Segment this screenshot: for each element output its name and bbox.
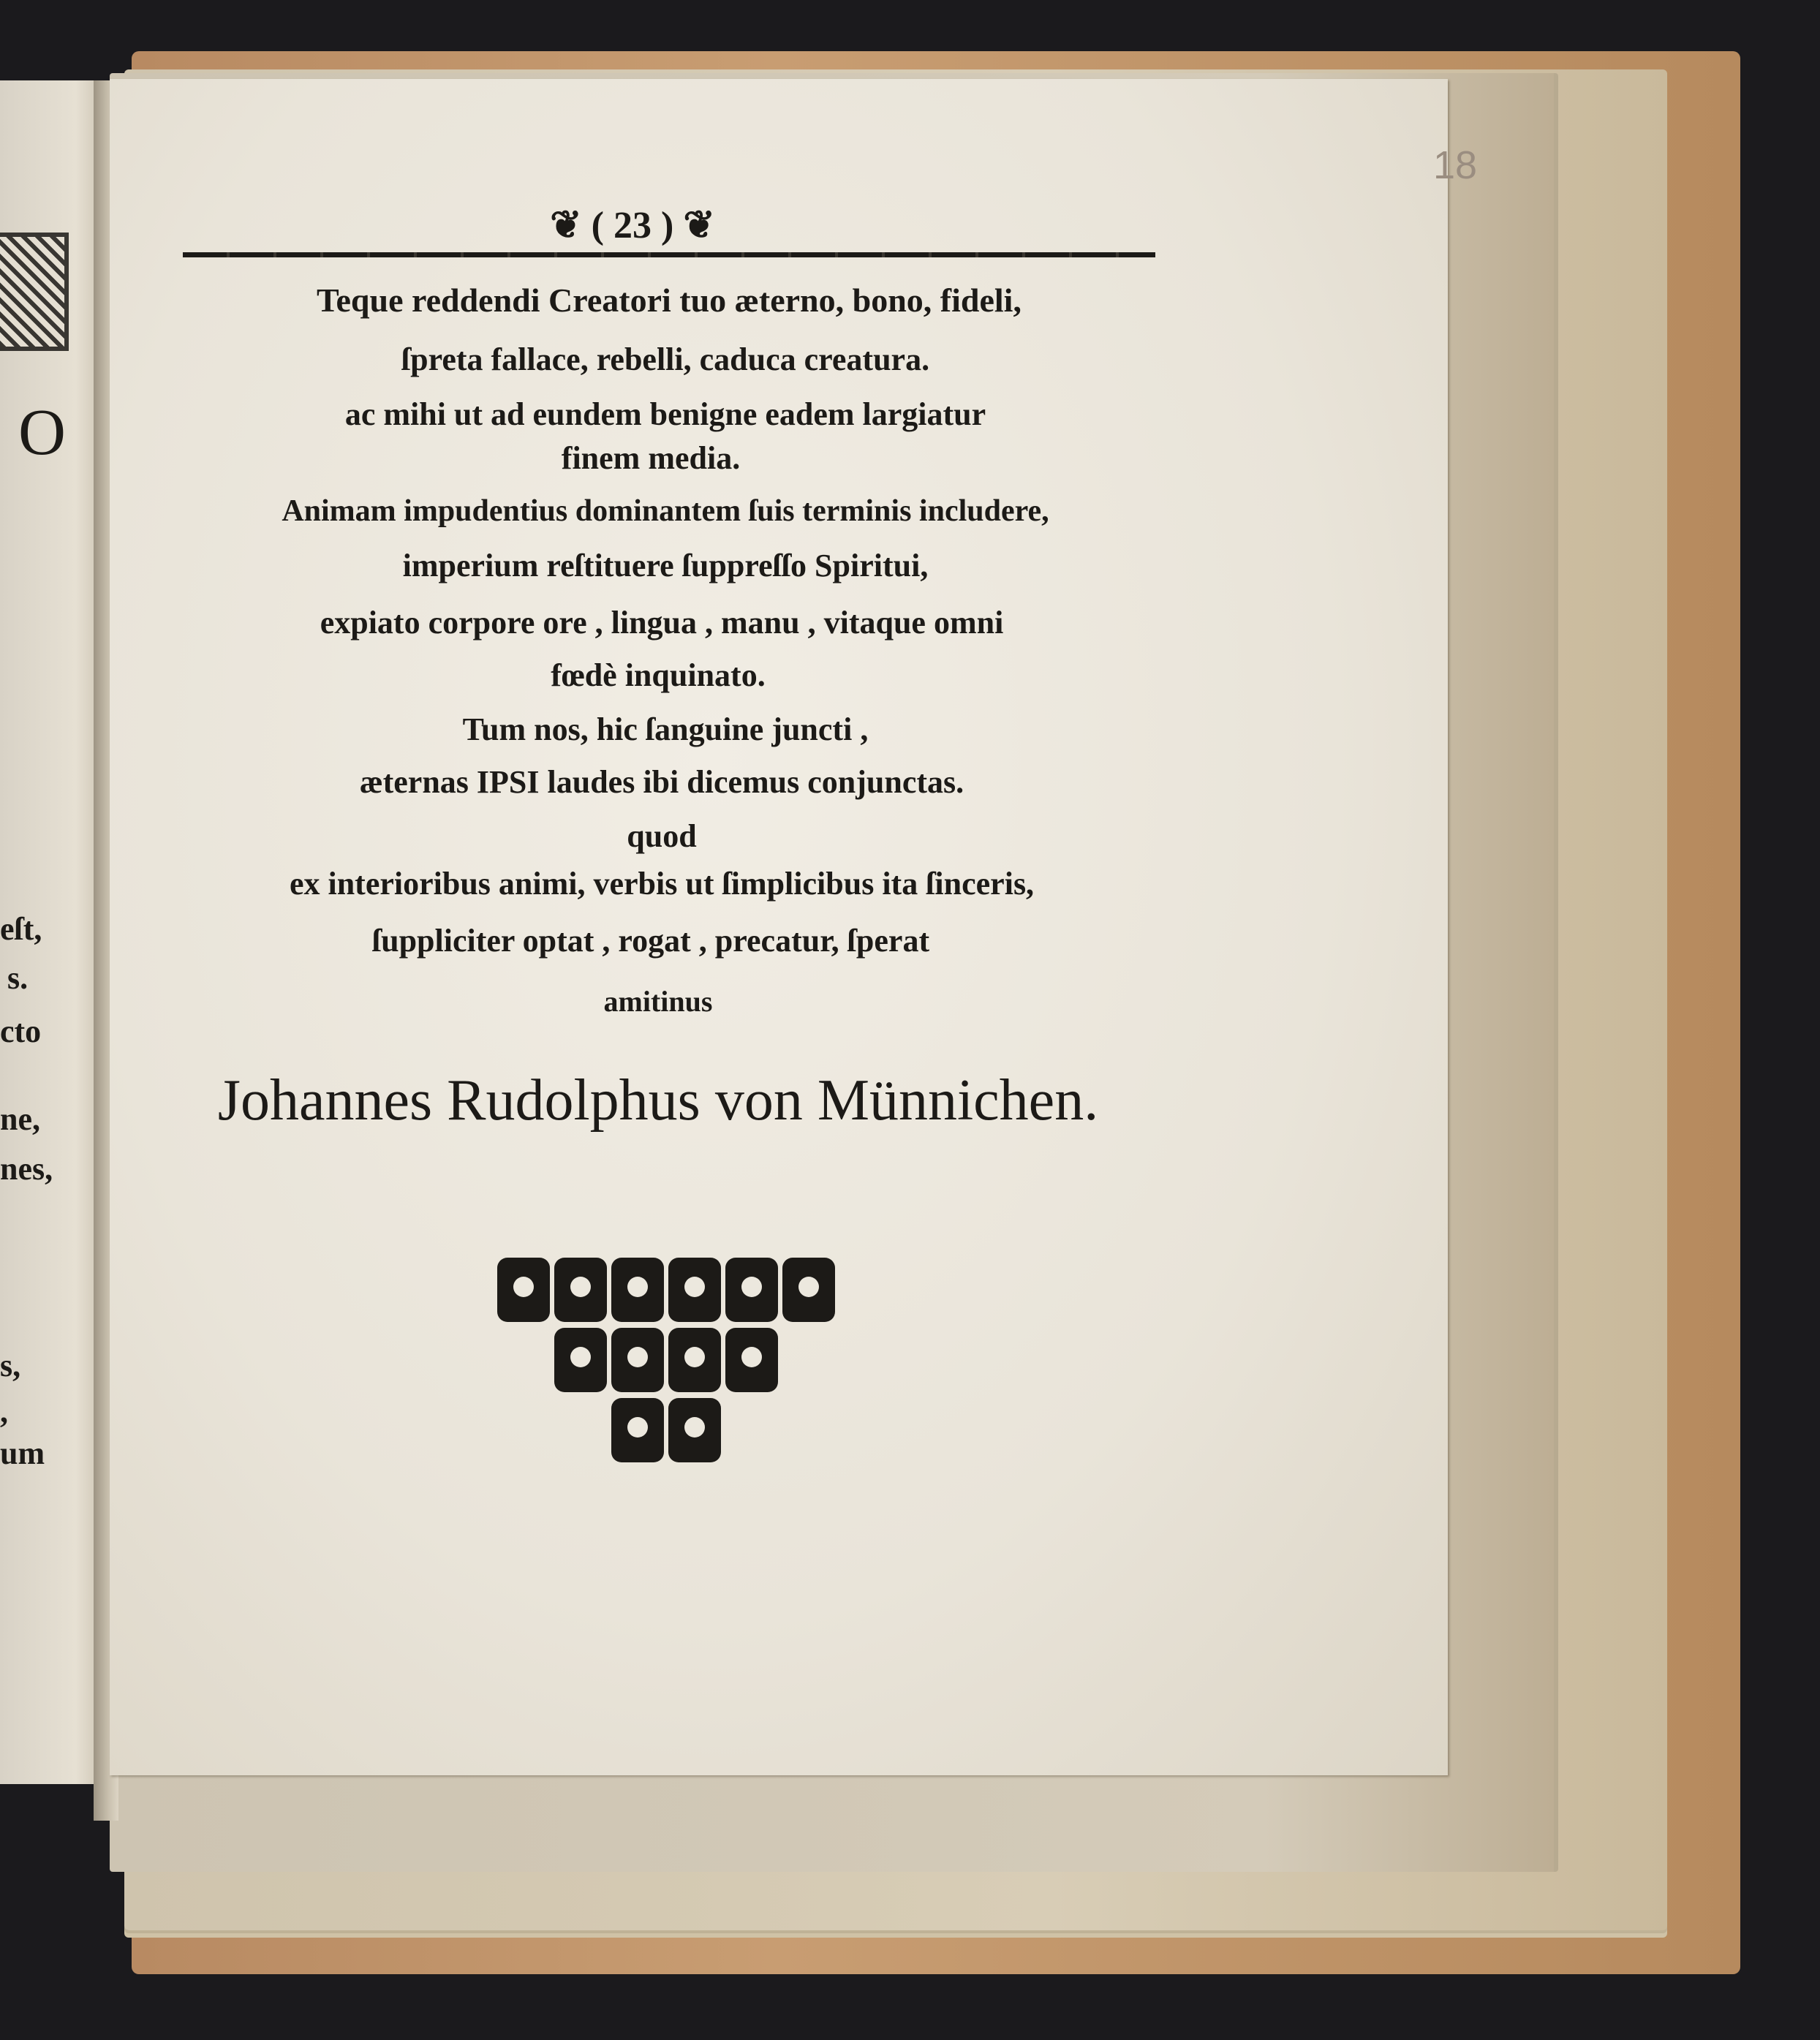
text-line: ſuppliciter optat , rogat , precatur, ſperat — [371, 923, 930, 959]
text-line: ac mihi ut ad eundem benigne eadem largiatur — [344, 396, 986, 432]
text-line: finem media. — [561, 440, 741, 476]
left-fragment: um — [0, 1435, 45, 1471]
text-line: ex interioribus animi, verbis ut ſimplicibus ita ſinceris, — [289, 866, 1035, 902]
text-line: expiato corpore ore , lingua , manu , vitaque omni — [320, 605, 1004, 641]
fleuron-row-3 — [611, 1398, 721, 1462]
left-fragment: s, — [0, 1348, 21, 1383]
text-line: Tum nos, hic ſanguine juncti , — [462, 711, 869, 747]
text-line: Teque reddendi Creatori tuo æterno, bono, fideli, — [317, 282, 1022, 319]
left-fragment: s. — [7, 960, 29, 996]
left-fragment: cto — [0, 1013, 42, 1049]
text-line: ſpreta fallace, rebelli, caduca creatura. — [401, 341, 930, 377]
left-fragment: ne, — [0, 1101, 40, 1137]
fleuron-ornament — [497, 1258, 841, 1470]
left-fragment: eſt, — [0, 911, 42, 947]
header-rule — [183, 252, 1155, 257]
foliation-number: 18 — [1433, 143, 1478, 187]
text-line: fœdè inquinato. — [551, 657, 766, 693]
text-line: amitinus — [603, 985, 713, 1018]
left-fragment: nes, — [0, 1151, 53, 1187]
text-line: quod — [627, 818, 697, 854]
page-header: ❦ ( 23 ) ❦ — [550, 205, 715, 246]
left-fragment: O — [18, 396, 66, 469]
left-page-ornament — [0, 233, 69, 351]
text-line: Animam impudentius dominantem ſuis terminis includere, — [282, 494, 1049, 528]
fleuron-row-1 — [497, 1258, 835, 1322]
left-fragment: , — [0, 1394, 8, 1429]
signature-line: Johannes Rudolphus von Münnichen. — [217, 1068, 1099, 1133]
text-line: imperium reſtituere ſuppreſſo Spiritui, — [402, 548, 929, 583]
text-line: æternas IPSI laudes ibi dicemus conjunctas. — [359, 764, 964, 800]
